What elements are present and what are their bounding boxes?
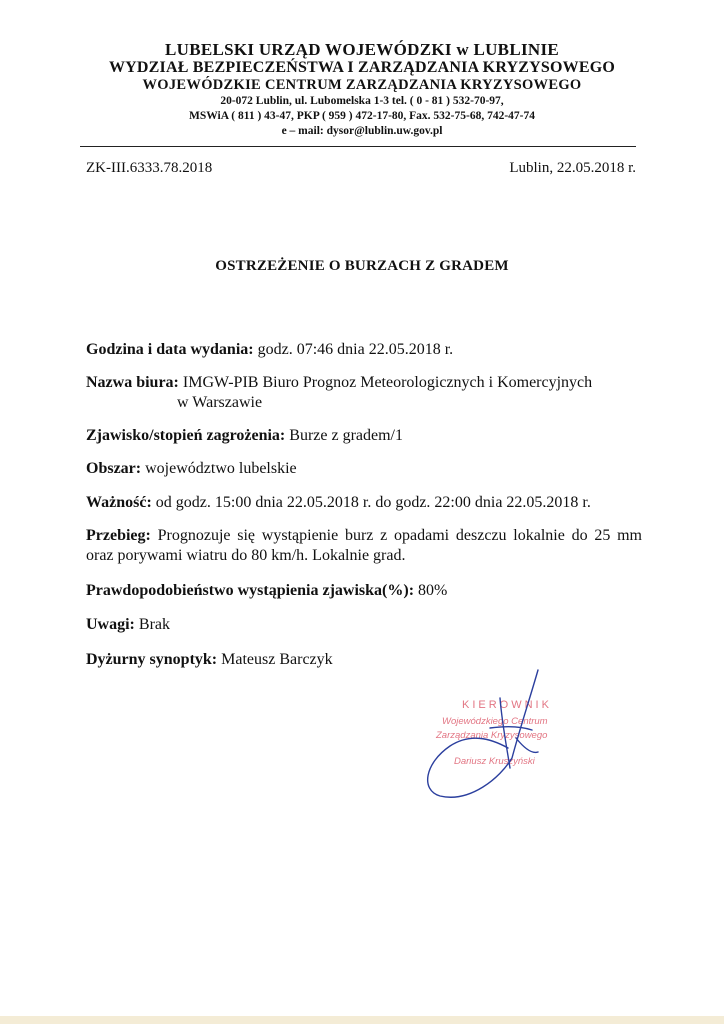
stamp-line-3: Zarządzania Kryzysowego [436, 730, 548, 741]
field-value: IMGW-PIB Biuro Prognoz Meteorologicznych i Komercyjnych [178, 374, 593, 391]
place-date: Lublin, 22.05.2018 r. [509, 160, 636, 176]
letterhead-center: WOJEWÓDZKIE CENTRUM ZARZĄDZANIA KRYZYSOWEGO [142, 77, 582, 93]
field-label: Godzina i data wydania: [86, 341, 254, 358]
field-value: 80% [414, 582, 448, 599]
stamp-line-4: Dariusz Kruszyński [454, 756, 535, 767]
field-value: Burze z gradem/1 [285, 427, 403, 444]
document-title: OSTRZEŻENIE O BURZACH Z GRADEM [215, 258, 509, 274]
field-probability [86, 581, 642, 601]
field-label: Zjawisko/stopień zagrożenia: [86, 427, 286, 444]
letterhead-divider [80, 146, 636, 147]
field-value-continued: w Warszawie [177, 394, 263, 411]
field-area [86, 459, 642, 479]
field-forecaster [86, 650, 642, 670]
handwritten-signature [420, 668, 560, 808]
stamp-line-1: KIEROWNIK [462, 699, 552, 711]
scan-edge [0, 1016, 724, 1024]
field-value: województwo lubelskie [141, 460, 297, 477]
field-label: Przebieg: [86, 527, 151, 544]
letterhead-phones: MSWiA ( 811 ) 43-47, PKP ( 959 ) 472-17-80, Fax. 532-75-68, 742-47-74 [188, 110, 536, 122]
letterhead-address: 20-072 Lublin, ul. Lubomelska 1-3 tel. ( 0 - 81 ) 532-70-97, [220, 95, 504, 107]
field-label: Uwagi: [86, 616, 135, 633]
stamp-line-2: Wojewódzkiego Centrum [442, 716, 548, 727]
field-label: Prawdopodobieństwo wystąpienia zjawiska(%): [86, 582, 415, 599]
field-phenomenon [86, 426, 642, 446]
field-office [86, 373, 642, 413]
field-label: Nazwa biura: [86, 374, 179, 391]
field-value: Prognozuje się wystąpienie burz z opadami deszczu lokalnie do 25 mm oraz porywami wiatru do 80 km/h. Lokalnie grad. [86, 527, 642, 564]
field-remarks [86, 615, 642, 635]
field-value: Brak [134, 616, 170, 633]
field-label: Ważność: [86, 494, 152, 511]
field-course [86, 526, 642, 566]
field-validity [86, 493, 642, 513]
field-value: od godz. 15:00 dnia 22.05.2018 r. do godz. 22:00 dnia 22.05.2018 r. [151, 494, 591, 511]
field-label: Dyżurny synoptyk: [86, 651, 218, 668]
field-value: Mateusz Barczyk [217, 651, 333, 668]
reference-number: ZK-III.6333.78.2018 [86, 160, 213, 176]
letterhead-office-name: LUBELSKI URZĄD WOJEWÓDZKI w LUBLINIE [164, 40, 560, 59]
letterhead-department: WYDZIAŁ BEZPIECZEŃSTWA I ZARZĄDZANIA KRYZYSOWEGO [108, 59, 616, 76]
letterhead [60, 40, 664, 139]
letterhead-email: e – mail: dysor@lublin.uw.gov.pl [281, 125, 443, 137]
field-value: godz. 07:46 dnia 22.05.2018 r. [253, 341, 454, 358]
field-label: Obszar: [86, 460, 142, 477]
field-issue-time [86, 340, 642, 360]
